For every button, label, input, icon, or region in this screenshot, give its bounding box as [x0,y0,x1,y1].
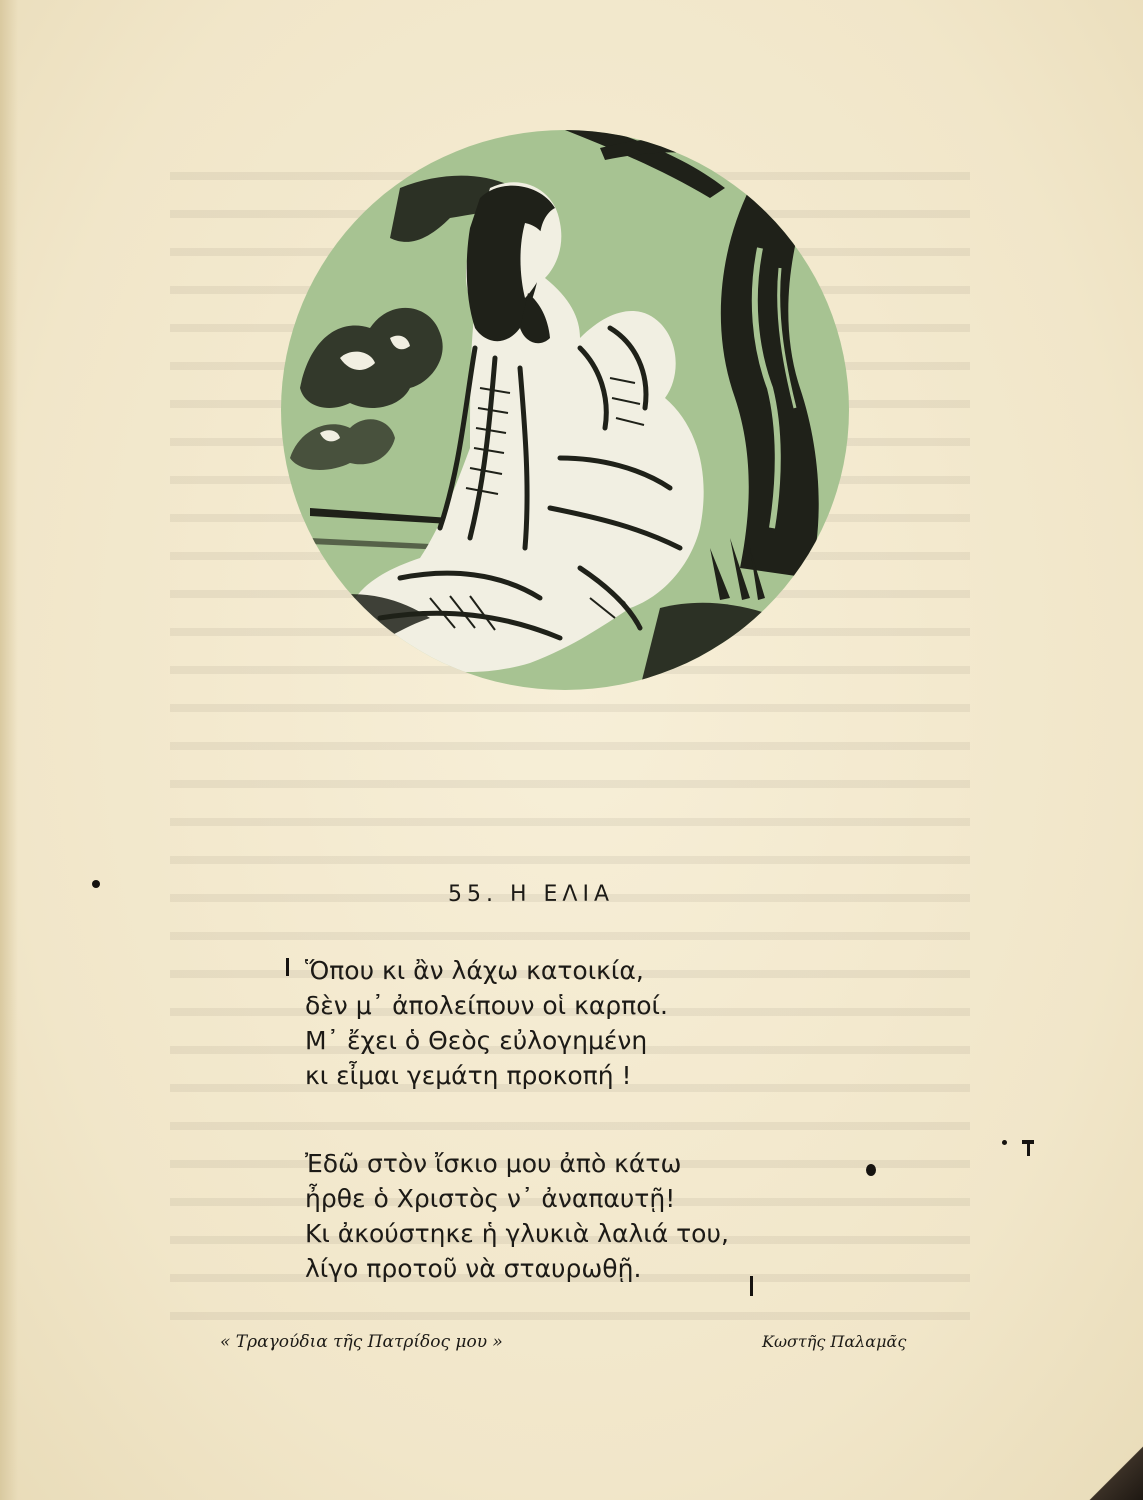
ink-tick [286,958,289,976]
page-corner-shadow [1083,1440,1143,1500]
ink-tick [750,1276,753,1296]
author-name: Κωστῆς Παλαμᾶς [762,1332,907,1351]
verse-line: ἦρθε ὁ Χριστὸς ν᾿ ἀναπαυτῇ! [305,1184,676,1213]
verse-line: Ἐδῶ στὸν ἴσκιο μου ἀπὸ κάτω [305,1149,682,1178]
ink-dot [866,1164,876,1176]
verse-line: δὲν μ᾿ ἀπολείπουν οἱ καρποί. [305,991,668,1020]
verse-line: λίγο προτοῦ νὰ σταυρωθῇ. [305,1254,642,1283]
verse-line: Μ᾿ ἔχει ὁ Θεὸς εὐλογημένη [305,1026,648,1055]
stanza-2 [305,1146,729,1286]
verse-line: Ὅπου κι ἂν λάχω κατοικία, [305,956,644,985]
ink-tick [1027,1140,1030,1156]
verse-line: κι εἶμαι γεμάτη προκοπή ! [305,1061,632,1090]
stanza-1 [305,953,668,1093]
poem-title: 55. Η ΕΛΙΑ [448,882,615,907]
ink-dot [1002,1140,1007,1145]
page-gutter-shadow [0,0,18,1500]
source-citation: « Τραγούδια τῆς Πατρίδος μου » [220,1332,503,1352]
ink-dot [92,880,100,888]
verse-line: Κι ἀκούστηκε ἡ γλυκιὰ λαλιά του, [305,1219,729,1248]
olive-tree-christ-engraving-icon [280,128,850,690]
